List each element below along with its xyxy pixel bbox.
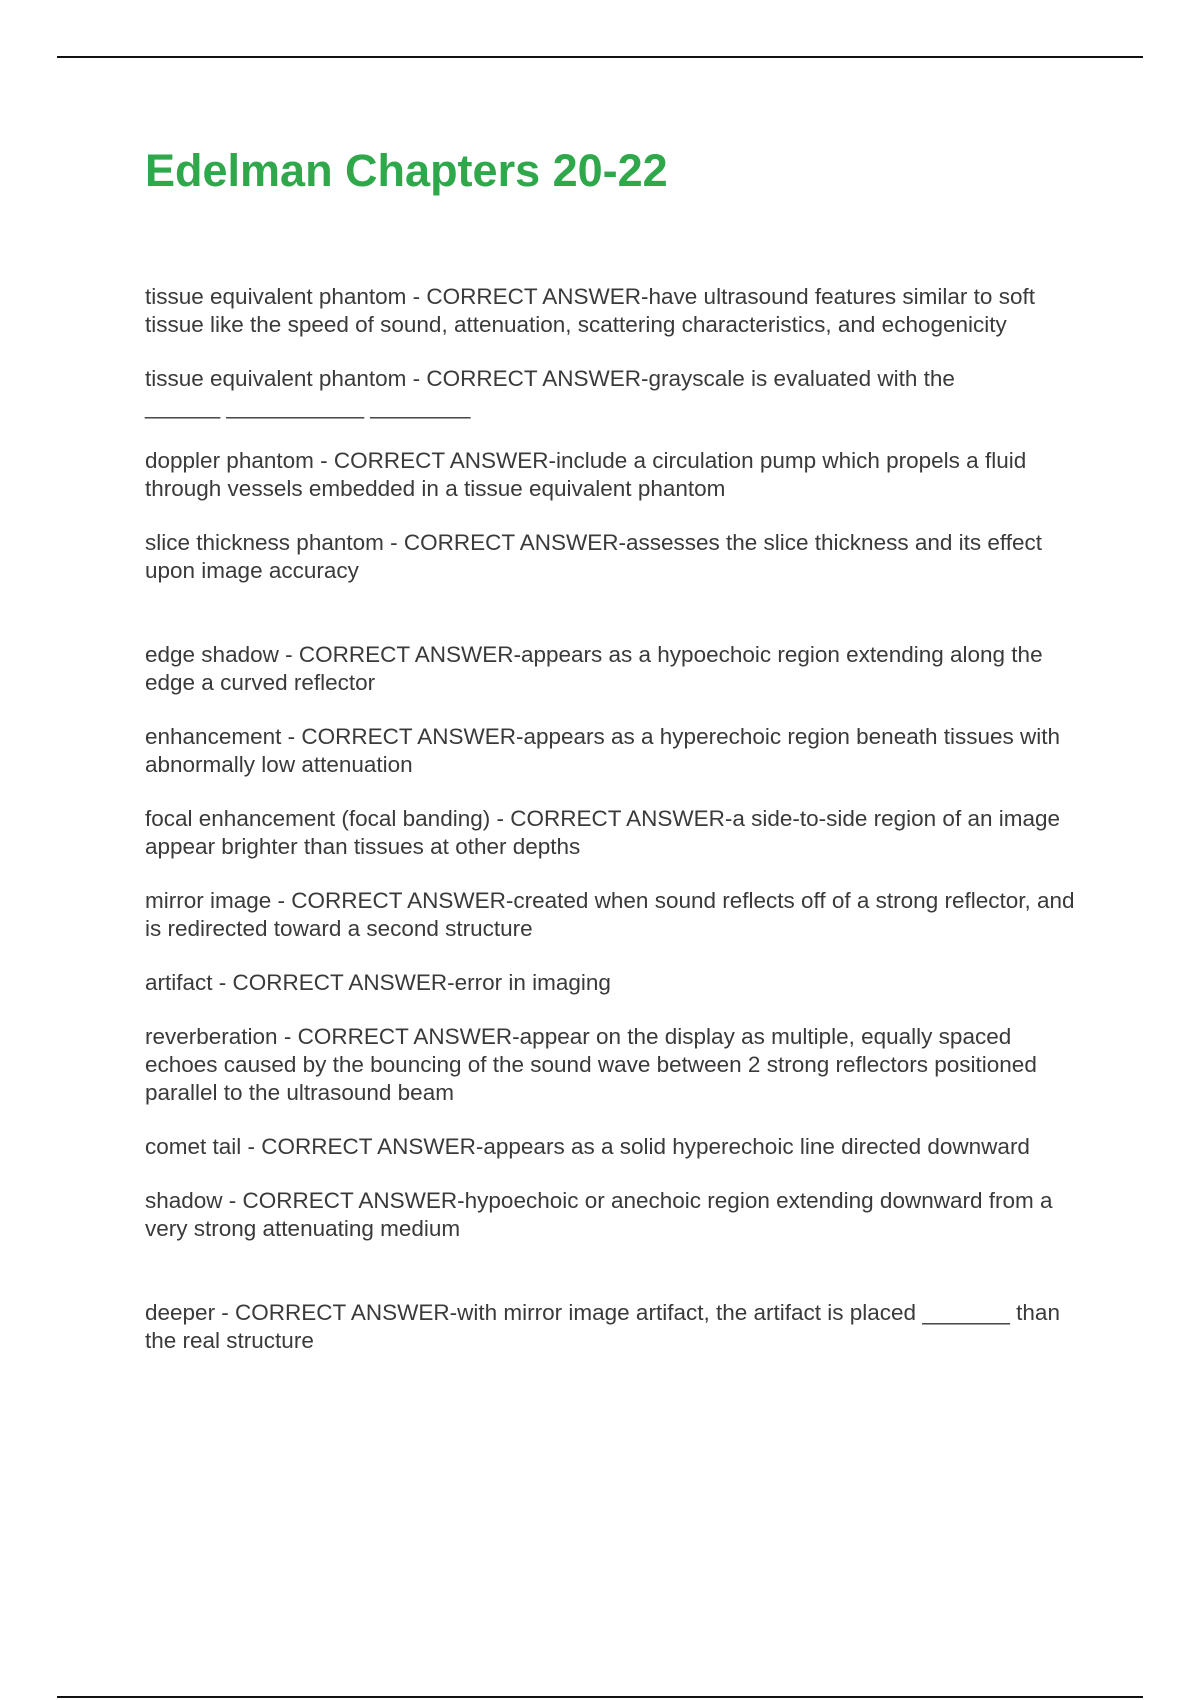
list-item — [145, 529, 1090, 585]
list-item — [145, 1299, 1090, 1355]
bottom-rule — [57, 1696, 1143, 1698]
top-rule — [57, 56, 1143, 58]
entry-text: mirror image - CORRECT ANSWER-created when sound reflects off of a strong reflector, and is redirected toward a second structure — [145, 888, 1081, 941]
entry-text: enhancement - CORRECT ANSWER-appears as a hyperechoic region beneath tissues with abnormally low attenuation — [145, 724, 1067, 777]
list-item — [145, 447, 1090, 503]
entry-text: comet tail - CORRECT ANSWER-appears as a solid hyperechoic line directed downward — [145, 1134, 1030, 1159]
list-item — [145, 365, 1090, 421]
entry-text: slice thickness phantom - CORRECT ANSWER-assesses the slice thickness and its effect upon image accuracy — [145, 530, 1049, 583]
list-item — [145, 969, 1090, 997]
entry-text: artifact - CORRECT ANSWER-error in imaging — [145, 970, 611, 995]
list-item — [145, 1023, 1090, 1107]
page-title: Edelman Chapters 20-22 — [145, 145, 668, 196]
entry-text: doppler phantom - CORRECT ANSWER-include a circulation pump which propels a fluid through vessels embedded in a tissue equivalent phantom — [145, 448, 1033, 501]
list-item — [145, 805, 1090, 861]
entry-text: edge shadow - CORRECT ANSWER-appears as a hypoechoic region extending along the edge a curved reflector — [145, 642, 1049, 695]
entry-text: tissue equivalent phantom - CORRECT ANSWER-have ultrasound features similar to soft tissue like the speed of sound, attenuation, scattering characteristics, and echogenicity — [145, 284, 1042, 337]
fill-in-blanks: ______ ___________ ________ — [145, 394, 471, 419]
entry-text: deeper - CORRECT ANSWER-with mirror image artifact, the artifact is placed _______ than the real structure — [145, 1300, 1067, 1353]
entry-list — [145, 283, 1090, 1381]
list-item — [145, 641, 1090, 697]
entry-text: reverberation - CORRECT ANSWER-appear on the display as multiple, equally spaced echoes caused by the bouncing of the sound wave between 2 strong reflectors positioned parallel to the ultrasound beam — [145, 1024, 1044, 1105]
entry-text: focal enhancement (focal banding) - CORRECT ANSWER-a side-to-side region of an image appear brighter than tissues at other depths — [145, 806, 1067, 859]
list-item — [145, 1133, 1090, 1161]
list-item — [145, 723, 1090, 779]
list-item — [145, 283, 1090, 339]
list-item — [145, 1187, 1090, 1243]
list-item — [145, 887, 1090, 943]
entry-text: tissue equivalent phantom - CORRECT ANSWER-grayscale is evaluated with the — [145, 366, 955, 391]
entry-text: shadow - CORRECT ANSWER-hypoechoic or anechoic region extending downward from a very strong attenuating medium — [145, 1188, 1059, 1241]
